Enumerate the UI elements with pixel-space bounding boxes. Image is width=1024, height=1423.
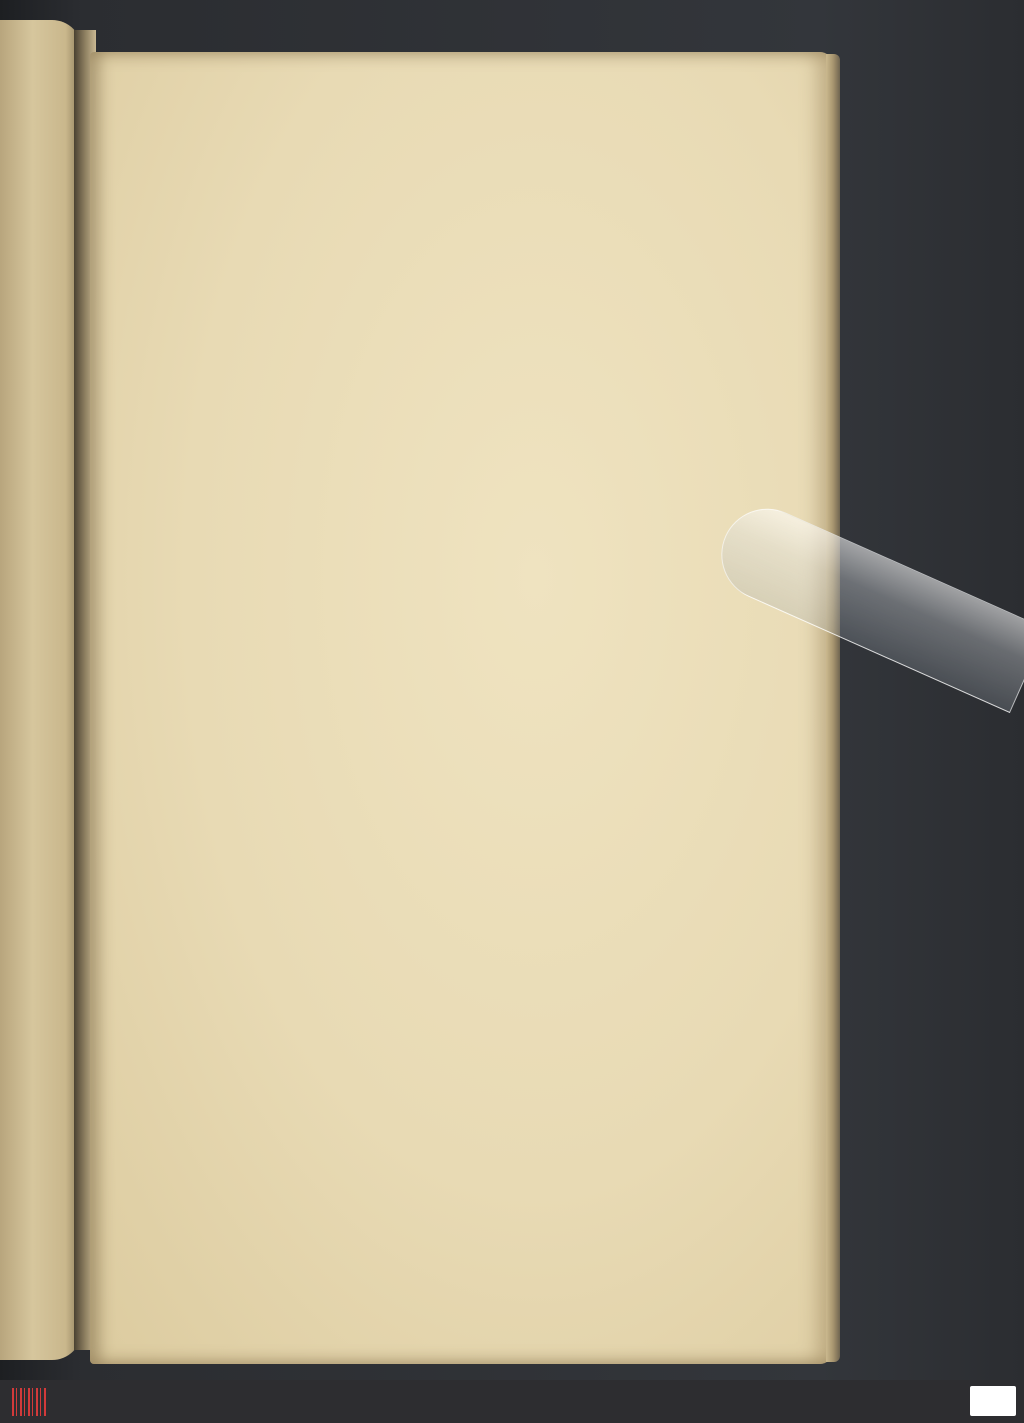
running-header [290,140,780,180]
right-page [90,52,832,1364]
dfg-logo [970,1386,1016,1416]
hab-barcode-icon [12,1388,46,1416]
viewer-bar [0,1380,1024,1423]
left-page-edge [0,20,82,1360]
page-edge [826,54,840,1362]
